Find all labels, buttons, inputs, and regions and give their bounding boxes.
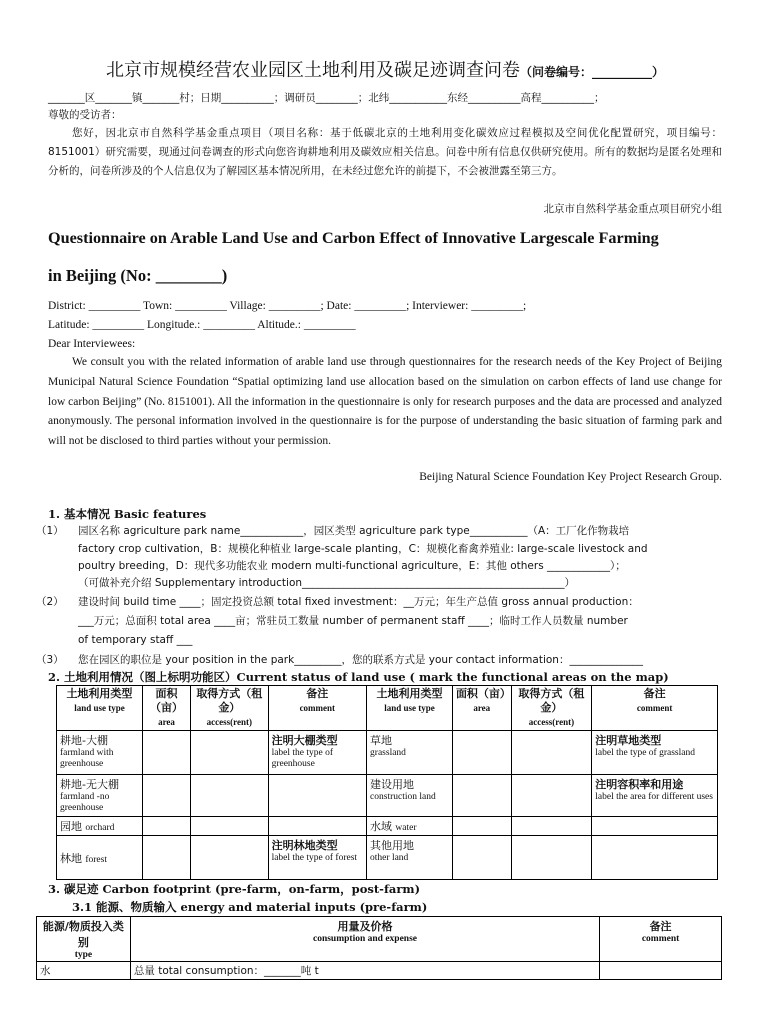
greeting-cn: 尊敬的受访者：	[48, 109, 122, 121]
section2-heading: 2. 土地利用情况（图上标明功能区）Current status of land use ( mark the functional areas on the map)	[48, 670, 669, 684]
header-access: 取得方式（租金） access(rent)	[191, 686, 269, 731]
area-input-cell[interactable]	[452, 836, 511, 880]
access-input-cell[interactable]	[511, 731, 592, 775]
land-type-cell: 水域 water	[367, 817, 453, 836]
header-area: 面积（亩） area	[142, 686, 190, 731]
land-use-header-row	[57, 686, 718, 731]
land-use-table	[56, 685, 718, 880]
q1-line1: 园区名称 agriculture park name____________，园区类型 agriculture park type___________（A：工厂化作物栽培	[78, 525, 630, 537]
comment-cell[interactable]	[268, 817, 366, 836]
comment-cell[interactable]: 注明大棚类型 label the type of greenhouse	[268, 731, 366, 775]
header-comment-2: 备注 comment	[592, 686, 718, 731]
q1-line3: poultry breeding，D：现代多功能农业 modern multi-functional agriculture，E：其他 others ____________）；	[78, 560, 626, 572]
q2-line1: 建设时间 build time ____；固定投资总额 total fixed investment：__万元；年生产总值 gross annual production：	[78, 596, 639, 608]
section1-heading: 1. 基本情况 Basic features	[48, 507, 207, 521]
questionnaire-number-cn: （问卷编号：__________）	[519, 65, 664, 79]
comment-cell[interactable]: 注明林地类型 label the type of forest	[268, 836, 366, 880]
area-input-cell[interactable]	[142, 817, 190, 836]
page-title-en-line1: Questionnaire on Arable Land Use and Carbon Effect of Innovative Largescale Farming	[48, 229, 659, 247]
table-row	[57, 775, 718, 817]
q3-line1: 您在园区的职位是 your position in the park_________，您的联系方式是 your contact information：______________	[78, 654, 643, 666]
header-access-2: 取得方式（租金） access(rent)	[511, 686, 592, 731]
area-input-cell[interactable]	[452, 775, 511, 817]
land-type-cell: 建设用地 construction land	[367, 775, 453, 817]
header-area-2: 面积（亩） area	[452, 686, 511, 731]
section3-1-heading: 3.1 能源、物质输入 energy and material inputs (pre-farm)	[72, 900, 428, 914]
comment-cell[interactable]	[592, 836, 718, 880]
header-fields-en-2: Latitude: _________ Longitude.: _________ Altitude.: _________	[48, 319, 356, 331]
access-input-cell[interactable]	[191, 775, 269, 817]
comment-cell[interactable]	[600, 962, 722, 980]
table-row	[57, 731, 718, 775]
access-input-cell[interactable]	[511, 817, 592, 836]
q1-line2: factory crop cultivation，B：规模化种植业 large-scale planting，C：规模化畜禽养殖业: large-scale livestock and	[78, 543, 648, 555]
access-input-cell[interactable]	[191, 731, 269, 775]
access-input-cell[interactable]	[191, 836, 269, 880]
page-title-cn	[40, 56, 730, 82]
comment-cell[interactable]: 注明容积率和用途 label the area for different uses	[592, 775, 718, 817]
q2-number: （2）	[36, 596, 64, 608]
intro-en: We consult you with the related information of arable land use through questionnaires for the research needs of the Key Project of Beijing Municipal Natural Science Foundation “Spatial optimizing land use allocation based on the simulation on carbon effects of land use change for low carbon Beijing” (No. 8151001). All the information in the questionnaire is only for research purposes and the data are processed and analyzed anonymously. The personal information involved in the questionnaire is for the purpose of understanding the basic situation of farming park and will not be disclosed to third parties without your permission.	[48, 356, 722, 448]
land-type-cell: 草地 grassland	[367, 731, 453, 775]
energy-input-table	[36, 916, 722, 980]
q1-number: （1）	[36, 525, 64, 537]
consumption-cell[interactable]: 总量 total consumption：_______吨 t	[130, 962, 599, 980]
comment-cell[interactable]	[268, 775, 366, 817]
area-input-cell[interactable]	[142, 731, 190, 775]
q2-line3: of temporary staff ___	[78, 634, 193, 646]
land-type-cell: 耕地-无大棚 farmland -no greenhouse	[57, 775, 143, 817]
access-input-cell[interactable]	[511, 836, 592, 880]
energy-header-row	[37, 917, 722, 962]
section3-heading: 3. 碳足迹 Carbon footprint (pre-farm，on-farm，post-farm)	[48, 882, 421, 896]
land-type-cell: 林地 forest	[57, 836, 143, 880]
table-row	[57, 817, 718, 836]
area-input-cell[interactable]	[452, 817, 511, 836]
input-type-cell: 水	[37, 962, 131, 980]
title-cn-text: 北京市规模经营农业园区土地利用及碳足迹调查问卷	[105, 60, 520, 81]
header-comment: 备注 comment	[268, 686, 366, 731]
area-input-cell[interactable]	[142, 836, 190, 880]
area-input-cell[interactable]	[452, 731, 511, 775]
q1-line4: （可做补充介绍 Supplementary introduction__________________________________________________）	[78, 577, 576, 589]
area-input-cell[interactable]	[142, 775, 190, 817]
q3-number: （3）	[36, 654, 64, 666]
access-input-cell[interactable]	[511, 775, 592, 817]
header-land-use-type-2: 土地利用类型 land use type	[367, 686, 453, 731]
land-type-cell: 园地 orchard	[57, 817, 143, 836]
signature-en: Beijing Natural Science Foundation Key Project Research Group.	[419, 471, 722, 483]
header-fields-en-1: District: _________ Town: _________ Village: _________; Date: _________; Interviewer: _________;	[48, 300, 527, 312]
header-comment: 备注 comment	[600, 917, 722, 962]
q2-line2: ___万元；总面积 total area ____亩；常驻员工数量 number of permanent staff ____；临时工作人员数量 number	[78, 615, 628, 627]
table-row	[37, 962, 722, 980]
land-type-cell: 其他用地 other land	[367, 836, 453, 880]
intro-cn: 您好，因北京市自然科学基金重点项目（项目名称：基于低碳北京的土地利用变化碳效应过程模拟及空间优化配置研究，项目编号：8151001）研究需要，现通过问卷调查的形式向您咨询耕地利用及碳效应相关信息。问卷中所有信息仅供研究使用。所有的数据均是匿名处理和分析的，问卷所涉及的个人信息仅为了解园区基本情况所用，在未经过您允许的前提下，不会被泄露至第三方。	[48, 127, 722, 177]
greeting-en: Dear Interviewees:	[48, 338, 136, 350]
header-fields-cn: _______区_______镇_______村；日期__________；调研员________；北纬___________东经__________高程__________；	[48, 92, 605, 104]
signature-cn: 北京市自然科学基金重点项目研究小组	[543, 203, 722, 215]
comment-cell[interactable]: 注明草地类型 label the type of grassland	[592, 731, 718, 775]
comment-cell[interactable]	[592, 817, 718, 836]
access-input-cell[interactable]	[191, 817, 269, 836]
page-title-en-line2: in Beijing (No: ________)	[48, 266, 228, 285]
header-land-use-type: 土地利用类型 land use type	[57, 686, 143, 731]
header-consumption: 用量及价格 consumption and expense	[130, 917, 599, 962]
table-row	[57, 836, 718, 880]
header-input-type: 能源/物质投入类别 type	[37, 917, 131, 962]
land-type-cell: 耕地-大棚 farmland with greenhouse	[57, 731, 143, 775]
